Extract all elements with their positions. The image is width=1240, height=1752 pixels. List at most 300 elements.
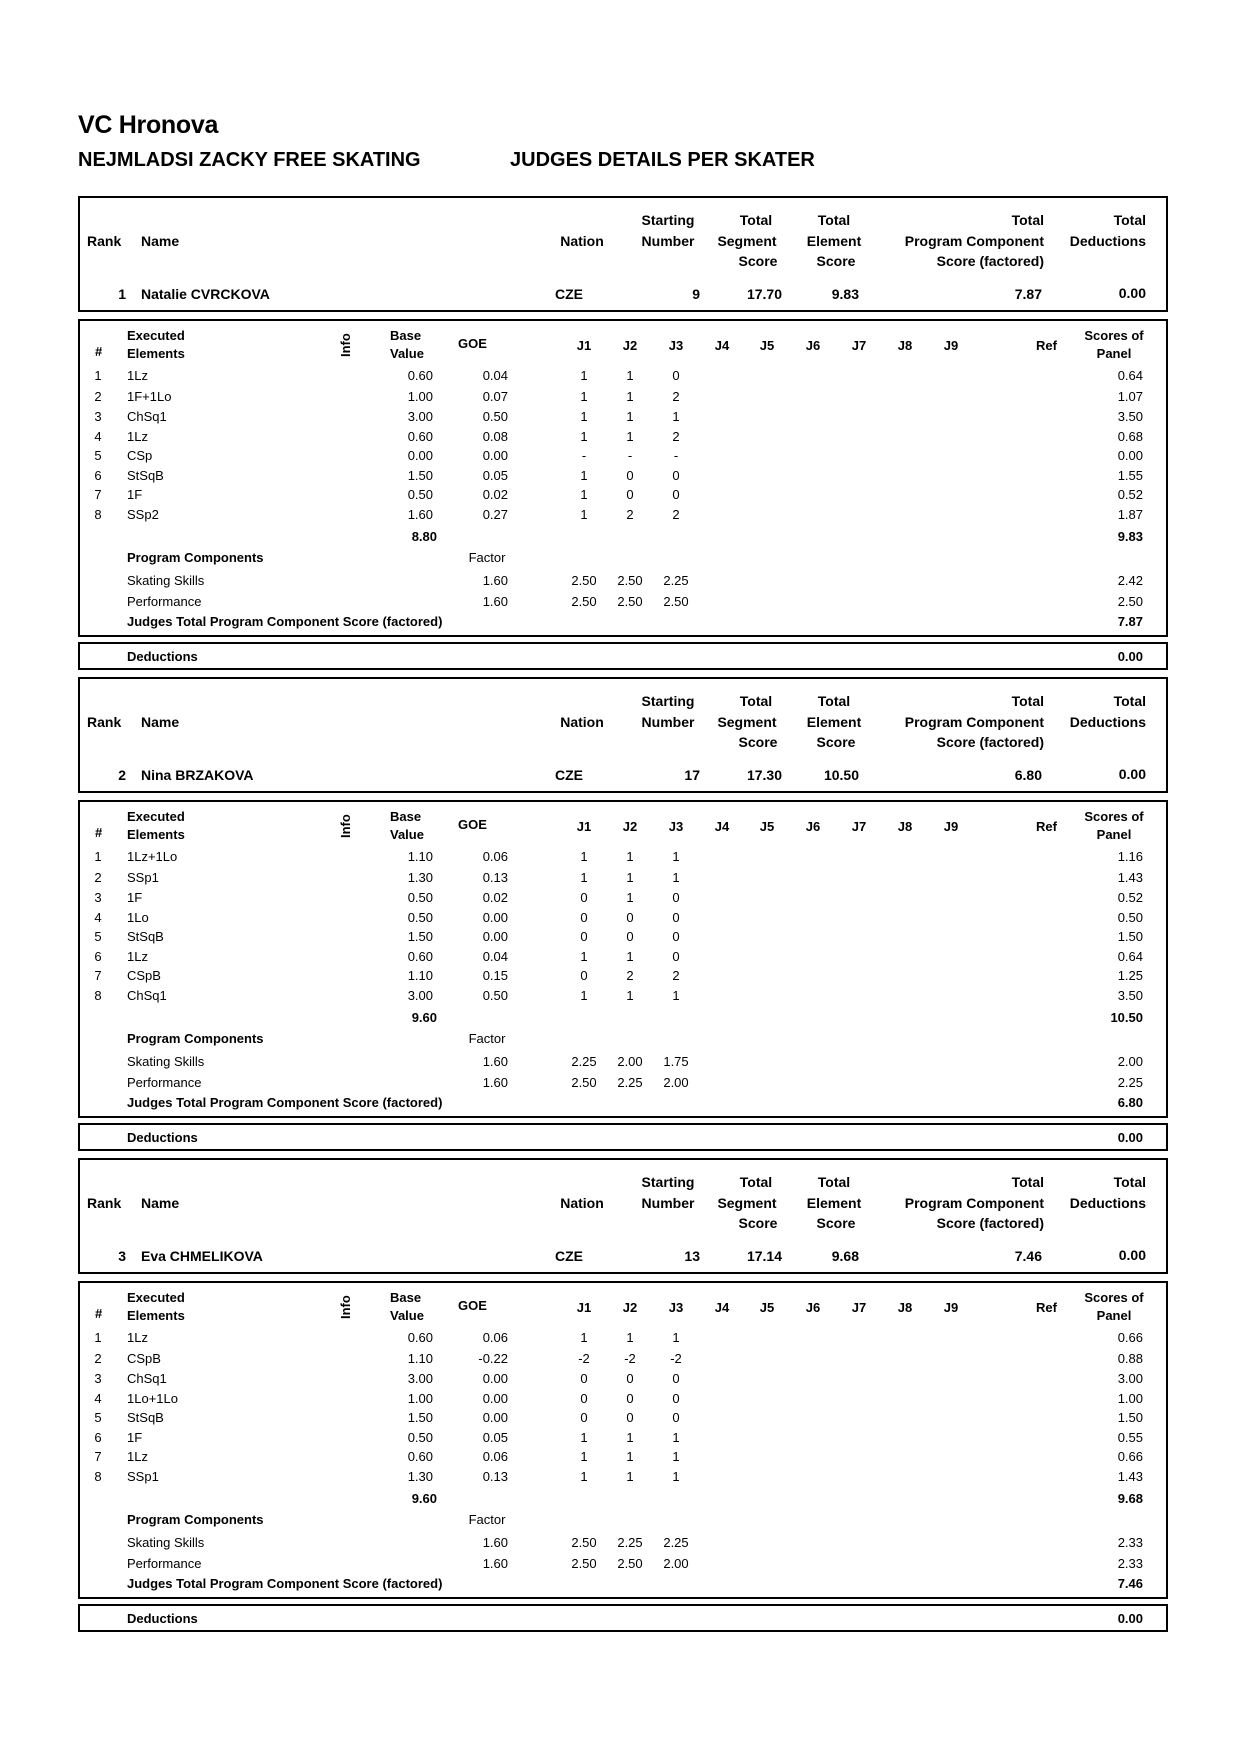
rank-header: Rank	[87, 1195, 122, 1211]
panel-score: 3.50	[1117, 988, 1143, 1003]
component-panel-score: 2.33	[1117, 1556, 1143, 1571]
judge-header: J9	[943, 819, 959, 834]
judge-header: J8	[897, 1300, 913, 1315]
judge-score: 1	[580, 1469, 588, 1484]
judge-header: J6	[805, 338, 821, 353]
panel-score: 1.00	[1117, 1391, 1143, 1406]
judge-header: J3	[668, 338, 684, 353]
component-name: Performance	[127, 594, 202, 609]
judge-component-score: 2.25	[617, 1535, 643, 1550]
skater-name: Eva CHMELIKOVA	[141, 1248, 263, 1264]
element-number: 1	[94, 849, 102, 864]
info-header: Info	[338, 333, 353, 357]
base-value-header: Base	[390, 809, 422, 824]
base-value-total: 9.60	[411, 1010, 437, 1025]
judge-score: 1	[580, 409, 588, 424]
element-code: ChSq1	[127, 409, 167, 424]
panel-score: 1.07	[1117, 389, 1143, 404]
judge-header: J6	[805, 1300, 821, 1315]
element-code: 1Lz	[127, 949, 148, 964]
judge-header: J5	[759, 819, 775, 834]
goe-value: 0.05	[482, 1430, 508, 1445]
base-value: 3.00	[407, 1371, 433, 1386]
judge-score: 0	[626, 910, 634, 925]
starting-header: Number	[641, 714, 695, 730]
rank-header: Rank	[87, 233, 122, 249]
judge-score: 1	[672, 870, 680, 885]
pcs-header: Score (factored)	[936, 734, 1044, 750]
scores-of-panel-header: Scores of	[1084, 809, 1144, 824]
component-factor: 1.60	[482, 594, 508, 609]
component-factor: 1.60	[482, 1535, 508, 1550]
judge-header: J5	[759, 338, 775, 353]
goe-value: 0.27	[482, 507, 508, 522]
ref-header: Ref	[1036, 819, 1057, 834]
judge-component-score: 1.75	[663, 1054, 689, 1069]
base-value: 1.10	[407, 1351, 433, 1366]
element-number: 8	[94, 1469, 102, 1484]
base-value-header: Base	[390, 1290, 422, 1305]
base-value: 0.60	[407, 949, 433, 964]
pcs-header: Program Component	[904, 1195, 1044, 1211]
panel-score: 1.50	[1117, 929, 1143, 944]
element-number: 5	[94, 1410, 102, 1425]
judge-score: 0	[580, 1371, 588, 1386]
base-value: 1.60	[407, 507, 433, 522]
deductions-value: 0.00	[1117, 1130, 1143, 1145]
total-segment-score: 17.30	[746, 767, 782, 783]
base-value: 0.60	[407, 368, 433, 383]
tss-header: Score	[738, 253, 778, 269]
judge-header: J4	[714, 819, 730, 834]
base-value: 1.00	[407, 1391, 433, 1406]
element-number: 7	[94, 1449, 102, 1464]
tes-header: Total	[817, 693, 851, 709]
judges-total-pcs-value: 7.46	[1117, 1576, 1143, 1591]
nation-header: Nation	[560, 1195, 604, 1211]
judge-component-score: 2.50	[571, 594, 597, 609]
base-value: 0.50	[407, 890, 433, 905]
pcs-header: Program Component	[904, 714, 1044, 730]
judge-header: J3	[668, 819, 684, 834]
element-code: CSpB	[127, 1351, 161, 1366]
panel-score: 0.64	[1117, 949, 1143, 964]
info-header: Info	[338, 814, 353, 838]
deductions-header: Deductions	[1069, 1195, 1146, 1211]
goe-value: 0.08	[482, 429, 508, 444]
base-value-total: 9.60	[411, 1491, 437, 1506]
element-number: 2	[94, 870, 102, 885]
nation-header: Nation	[560, 233, 604, 249]
judges-total-pcs-value: 7.87	[1117, 614, 1143, 629]
element-code: 1Lz	[127, 429, 148, 444]
goe-value: 0.06	[482, 1449, 508, 1464]
judge-header: J9	[943, 338, 959, 353]
scores-of-panel-header: Panel	[1096, 1308, 1132, 1323]
element-number: 7	[94, 487, 102, 502]
judge-header: J3	[668, 1300, 684, 1315]
goe-header: GOE	[458, 817, 487, 832]
judge-score: 1	[580, 487, 588, 502]
judge-score: 1	[580, 988, 588, 1003]
goe-value: 0.00	[482, 448, 508, 463]
base-value: 0.60	[407, 1449, 433, 1464]
base-value: 0.50	[407, 487, 433, 502]
goe-value: 0.06	[482, 1330, 508, 1345]
panel-score: 1.87	[1117, 507, 1143, 522]
goe-value: 0.02	[482, 890, 508, 905]
program-components-header: Program Components	[127, 550, 264, 565]
judge-header: J7	[851, 819, 867, 834]
tes-header: Total	[817, 212, 851, 228]
judge-score: 0	[672, 487, 680, 502]
element-number: 3	[94, 1371, 102, 1386]
base-value-header: Value	[390, 827, 424, 842]
goe-value: 0.15	[482, 968, 508, 983]
goe-value: 0.07	[482, 389, 508, 404]
panel-score: 0.68	[1117, 429, 1143, 444]
judge-score: 0	[672, 468, 680, 483]
deductions-header: Total	[1113, 693, 1146, 709]
starting-number: 17	[684, 767, 700, 783]
judge-score: 0	[580, 910, 588, 925]
pcs-header: Program Component	[904, 233, 1044, 249]
judge-header: J4	[714, 338, 730, 353]
judge-score: 1	[626, 849, 634, 864]
judge-score: 1	[626, 1430, 634, 1445]
judges-total-pcs-value: 6.80	[1117, 1095, 1143, 1110]
judge-score: 0	[580, 890, 588, 905]
deductions-label: Deductions	[127, 1611, 198, 1626]
judge-score: 0	[626, 1371, 634, 1386]
judge-component-score: 2.50	[571, 1075, 597, 1090]
base-value: 1.30	[407, 870, 433, 885]
judge-score: -2	[624, 1351, 636, 1366]
judge-score: 1	[626, 368, 634, 383]
total-segment-score: 17.70	[746, 286, 782, 302]
judge-score: -	[627, 448, 633, 463]
base-value: 1.50	[407, 468, 433, 483]
judge-component-score: 2.50	[617, 1556, 643, 1571]
element-number: 8	[94, 988, 102, 1003]
judge-score: 0	[672, 1391, 680, 1406]
panel-score: 0.50	[1117, 910, 1143, 925]
judge-component-score: 2.25	[617, 1075, 643, 1090]
component-panel-score: 2.33	[1117, 1535, 1143, 1550]
judge-score: 0	[626, 1391, 634, 1406]
component-panel-score: 2.50	[1117, 594, 1143, 609]
judge-component-score: 2.25	[663, 1535, 689, 1550]
goe-header: GOE	[458, 336, 487, 351]
component-name: Skating Skills	[127, 573, 205, 588]
pcs-header: Score (factored)	[936, 1215, 1044, 1231]
judge-score: 1	[580, 468, 588, 483]
panel-score: 3.00	[1117, 1371, 1143, 1386]
tss-header: Total	[739, 1174, 773, 1190]
deductions-value: 0.00	[1117, 649, 1143, 664]
panel-score: 3.50	[1117, 409, 1143, 424]
judge-score: 1	[626, 870, 634, 885]
starting-header: Number	[641, 233, 695, 249]
total-program-component-score: 7.87	[1014, 286, 1042, 302]
judge-header: J6	[805, 819, 821, 834]
factor-header: Factor	[468, 1512, 506, 1527]
judge-score: 0	[580, 929, 588, 944]
judge-score: 1	[580, 1449, 588, 1464]
panel-score: 0.52	[1117, 487, 1143, 502]
base-value: 1.50	[407, 929, 433, 944]
element-code: StSqB	[127, 929, 164, 944]
factor-header: Factor	[468, 550, 506, 565]
skater-name: Nina BRZAKOVA	[141, 767, 254, 783]
judge-score: 0	[626, 487, 634, 502]
factor-header: Factor	[468, 1031, 506, 1046]
judge-score: 1	[672, 1469, 680, 1484]
judges-total-pcs-label: Judges Total Program Component Score (factored)	[127, 1095, 443, 1110]
goe-value: 0.06	[482, 849, 508, 864]
component-factor: 1.60	[482, 573, 508, 588]
judge-score: 0	[672, 890, 680, 905]
judge-score: -2	[578, 1351, 590, 1366]
judge-score: 0	[626, 468, 634, 483]
program-components-header: Program Components	[127, 1031, 264, 1046]
judge-score: 1	[626, 988, 634, 1003]
component-panel-score: 2.25	[1117, 1075, 1143, 1090]
element-number: 1	[94, 368, 102, 383]
skater-rank: 1	[118, 286, 126, 302]
starting-header: Number	[641, 1195, 695, 1211]
element-number: 1	[94, 1330, 102, 1345]
skater-rank: 3	[118, 1248, 126, 1264]
panel-score-total: 10.50	[1110, 1010, 1143, 1025]
total-element-score: 9.83	[831, 286, 859, 302]
judge-score: 0	[580, 968, 588, 983]
info-header: Info	[338, 1295, 353, 1319]
element-number: 4	[94, 910, 102, 925]
scores-of-panel-header: Panel	[1096, 827, 1132, 842]
judge-score: 1	[580, 1330, 588, 1345]
element-code: CSp	[127, 448, 153, 463]
tss-header: Segment	[717, 1195, 777, 1211]
nation-header: Nation	[560, 714, 604, 730]
judge-score: 1	[672, 1449, 680, 1464]
tes-header: Score	[816, 253, 856, 269]
goe-value: 0.13	[482, 1469, 508, 1484]
judge-component-score: 2.50	[617, 573, 643, 588]
judge-component-score: 2.50	[571, 573, 597, 588]
judge-score: 1	[672, 1330, 680, 1345]
element-code: 1Lz	[127, 1449, 148, 1464]
scores-of-panel-header: Panel	[1096, 346, 1132, 361]
base-value: 3.00	[407, 409, 433, 424]
goe-value: 0.05	[482, 468, 508, 483]
total-deductions: 0.00	[1118, 285, 1146, 301]
judge-header: J8	[897, 338, 913, 353]
element-number: 4	[94, 429, 102, 444]
judge-header: J7	[851, 1300, 867, 1315]
component-factor: 1.60	[482, 1556, 508, 1571]
name-header: Name	[141, 1195, 180, 1211]
element-number: 8	[94, 507, 102, 522]
base-value: 3.00	[407, 988, 433, 1003]
judge-score: 1	[580, 1430, 588, 1445]
panel-score: 1.16	[1117, 849, 1143, 864]
tes-header: Score	[816, 734, 856, 750]
element-code: 1F+1Lo	[127, 389, 172, 404]
judge-header: J4	[714, 1300, 730, 1315]
component-panel-score: 2.00	[1117, 1054, 1143, 1069]
element-code: ChSq1	[127, 1371, 167, 1386]
element-code: StSqB	[127, 468, 164, 483]
judge-score: 0	[626, 929, 634, 944]
judge-component-score: 2.25	[663, 573, 689, 588]
ref-header: Ref	[1036, 338, 1057, 353]
judge-score: 1	[580, 429, 588, 444]
element-code: 1Lo+1Lo	[127, 1391, 178, 1406]
element-code: 1Lz	[127, 368, 148, 383]
category-title: NEJMLADSI ZACKY FREE SKATING	[78, 149, 421, 171]
starting-number: 9	[692, 286, 700, 302]
judge-component-score: 2.50	[663, 594, 689, 609]
tss-header: Segment	[717, 233, 777, 249]
tss-header: Total	[739, 693, 773, 709]
competition-title: VC Hronova	[78, 111, 219, 139]
element-number: 2	[94, 1351, 102, 1366]
pcs-header: Total	[1011, 212, 1044, 228]
panel-score: 0.88	[1117, 1351, 1143, 1366]
goe-header: GOE	[458, 1298, 487, 1313]
element-number: 2	[94, 389, 102, 404]
program-components-header: Program Components	[127, 1512, 264, 1527]
judge-score: 0	[672, 910, 680, 925]
judge-header: J2	[622, 338, 638, 353]
pcs-header: Score (factored)	[936, 253, 1044, 269]
judge-score: 1	[672, 1430, 680, 1445]
total-deductions: 0.00	[1118, 1247, 1146, 1263]
base-value: 1.00	[407, 389, 433, 404]
tes-header: Element	[806, 233, 862, 249]
element-number: 6	[94, 468, 102, 483]
goe-value: 0.00	[482, 1391, 508, 1406]
rank-header: Rank	[87, 714, 122, 730]
starting-header: Starting	[641, 1174, 695, 1190]
judge-header: J1	[576, 338, 592, 353]
judge-score: 1	[626, 949, 634, 964]
panel-score: 0.66	[1117, 1330, 1143, 1345]
element-code: 1Lz	[127, 1330, 148, 1345]
total-element-score: 10.50	[823, 767, 859, 783]
judge-score: 0	[672, 929, 680, 944]
judge-component-score: 2.25	[571, 1054, 597, 1069]
tss-header: Segment	[717, 714, 777, 730]
base-value: 1.30	[407, 1469, 433, 1484]
judge-score: 1	[626, 1469, 634, 1484]
starting-header: Starting	[641, 212, 695, 228]
executed-elements-header: Elements	[127, 827, 185, 842]
judge-component-score: 2.50	[571, 1535, 597, 1550]
element-number: 3	[94, 409, 102, 424]
executed-elements-header: Elements	[127, 346, 185, 361]
goe-value: 0.04	[482, 368, 508, 383]
total-deductions: 0.00	[1118, 766, 1146, 782]
element-number: 5	[94, 929, 102, 944]
starting-header: Starting	[641, 693, 695, 709]
total-program-component-score: 6.80	[1014, 767, 1042, 783]
judge-header: J2	[622, 1300, 638, 1315]
panel-score: 0.55	[1117, 1430, 1143, 1445]
tss-header: Total	[739, 212, 773, 228]
number-header: #	[95, 825, 103, 840]
pcs-header: Total	[1011, 1174, 1044, 1190]
tes-header: Element	[806, 1195, 862, 1211]
element-number: 4	[94, 1391, 102, 1406]
judge-score: 0	[672, 368, 680, 383]
tes-header: Score	[816, 1215, 856, 1231]
skater-name: Natalie CVRCKOVA	[141, 286, 270, 302]
judge-score: 1	[580, 368, 588, 383]
judge-score: 1	[672, 849, 680, 864]
judge-component-score: 2.50	[571, 1556, 597, 1571]
element-number: 3	[94, 890, 102, 905]
judge-score: 0	[672, 1410, 680, 1425]
deductions-label: Deductions	[127, 1130, 198, 1145]
component-factor: 1.60	[482, 1075, 508, 1090]
element-number: 6	[94, 1430, 102, 1445]
judge-score: 1	[626, 1449, 634, 1464]
judge-score: -2	[670, 1351, 682, 1366]
element-code: SSp1	[127, 870, 159, 885]
judge-score: 1	[626, 389, 634, 404]
component-name: Performance	[127, 1075, 202, 1090]
element-code: SSp2	[127, 507, 159, 522]
judge-score: 0	[672, 949, 680, 964]
tss-header: Score	[738, 1215, 778, 1231]
deductions-header: Total	[1113, 1174, 1146, 1190]
base-value: 0.50	[407, 910, 433, 925]
base-value: 0.60	[407, 429, 433, 444]
component-name: Performance	[127, 1556, 202, 1571]
panel-score: 0.00	[1117, 448, 1143, 463]
element-code: SSp1	[127, 1469, 159, 1484]
goe-value: 0.04	[482, 949, 508, 964]
panel-score-total: 9.83	[1117, 529, 1143, 544]
executed-elements-header: Executed	[127, 1290, 185, 1305]
name-header: Name	[141, 233, 180, 249]
tes-header: Element	[806, 714, 862, 730]
executed-elements-header: Elements	[127, 1308, 185, 1323]
total-program-component-score: 7.46	[1014, 1248, 1042, 1264]
element-code: 1Lz+1Lo	[127, 849, 178, 864]
judge-score: 1	[580, 949, 588, 964]
judge-score: 1	[672, 988, 680, 1003]
base-value-header: Value	[390, 346, 424, 361]
name-header: Name	[141, 714, 180, 730]
panel-score: 0.52	[1117, 890, 1143, 905]
panel-score: 1.25	[1117, 968, 1143, 983]
judges-total-pcs-label: Judges Total Program Component Score (factored)	[127, 1576, 443, 1591]
goe-value: -0.22	[478, 1351, 508, 1366]
skater-nation: CZE	[555, 1248, 583, 1264]
judge-header: J2	[622, 819, 638, 834]
base-value: 0.00	[407, 448, 433, 463]
goe-value: 0.00	[482, 1410, 508, 1425]
tss-header: Score	[738, 734, 778, 750]
element-code: 1F	[127, 1430, 143, 1445]
tes-header: Total	[817, 1174, 851, 1190]
judge-score: 1	[580, 849, 588, 864]
judge-header: J9	[943, 1300, 959, 1315]
executed-elements-header: Executed	[127, 328, 185, 343]
